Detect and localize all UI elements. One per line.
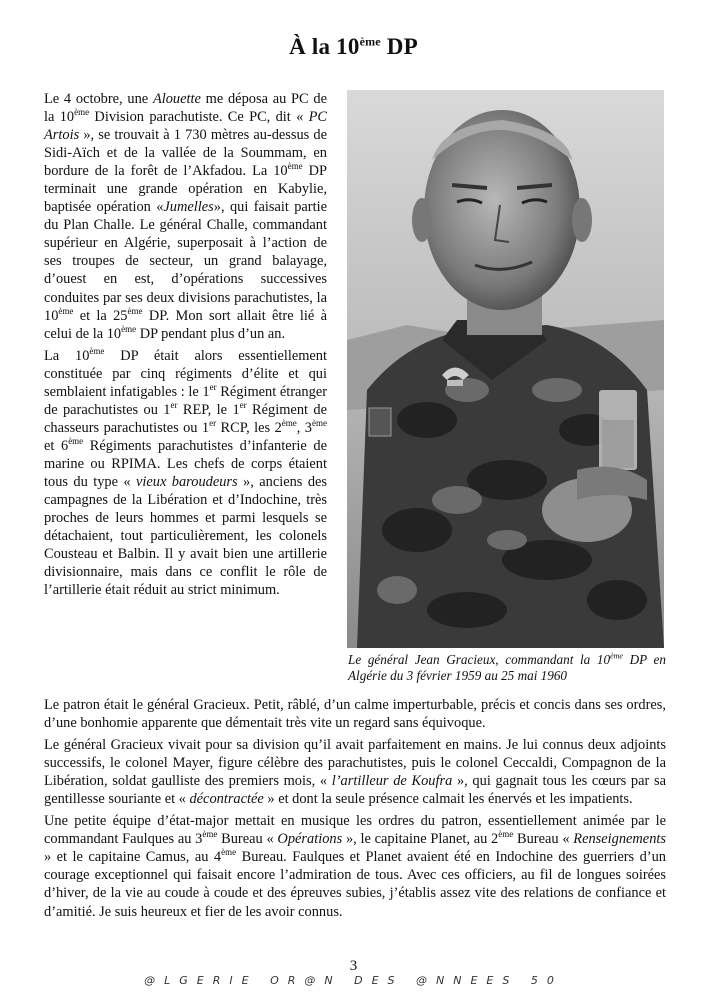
text-run: » et le capitaine Camus, au 4 — [44, 849, 222, 866]
italic-text: Jumelles — [163, 199, 214, 216]
photo-caption — [348, 652, 666, 684]
text-run: Le patron était le général Gracieux. Petit, râblé, d’un calme imperturbable, précis et concis dans ses ordres, d’une bonhomie apparente que démentait très vite un regard sans équivoque. — [44, 697, 666, 732]
text-run: , 3 — [296, 419, 312, 436]
superscript: ème — [202, 829, 218, 840]
superscript: ème — [281, 418, 297, 429]
text-run: me déposa au PC de la 10 — [44, 91, 327, 126]
italic-text: PC Artois — [44, 109, 328, 144]
italic-text: décontractée — [189, 791, 264, 808]
text-run: La 10 — [44, 347, 90, 364]
text-run: DP était alors essentiellement constituée par cinq régiments d’élite et qui semblaient infatigables : le 1 — [44, 347, 327, 400]
text-run: et 6 — [44, 437, 69, 454]
text-run: Bureau « — [513, 831, 574, 848]
text-run: Le 4 octobre, une — [44, 91, 153, 107]
superscript: ème — [221, 847, 237, 858]
italic-text: Renseignements — [573, 831, 666, 848]
superscript: ème — [610, 651, 623, 661]
text-run: DP terminait une grande opération en Kabylie, baptisée opération « — [44, 163, 327, 216]
text-run: Le général Jean Gracieux, commandant la 10 — [348, 652, 611, 667]
full-width-text — [44, 696, 666, 925]
superscript: ème — [68, 436, 84, 447]
text-run: », qui gagnait tous les cœurs par sa gentillesse souriante et « — [44, 773, 666, 808]
text-run: », le capitaine Planet, au 2 — [342, 831, 499, 848]
paragraph — [44, 736, 666, 808]
text-run: Régiment étranger de parachutistes ou 1 — [44, 383, 327, 418]
superscript: ème — [312, 418, 327, 429]
photo-general-gracieux — [347, 90, 664, 648]
italic-text: vieux baroudeurs — [136, 473, 238, 490]
text-run: Division parachutiste. Ce PC, dit « — [89, 109, 309, 126]
superscript: ème — [74, 107, 90, 118]
paragraph — [44, 90, 327, 343]
superscript: er — [209, 381, 217, 392]
paragraph — [44, 696, 666, 732]
text-run: Bureau. Faulques et Planet avaient été en Indochine des guerriers d’un courage exceptionnel qui faisait encore l’admiration de tous. Avec ces officiers, au fil de longues soirées d’hiver, de la vie au coude à coude et des épreuves subies, j’établis assez vite des relations de confiance et d’amitié. Je suis heureux et fier de les avoir connus. — [44, 849, 666, 920]
text-run: DP pendant plus d’un an. — [136, 325, 286, 342]
text-run: », qui faisait partie du Plan Challe. Le général Challe, commandant supérieur en Algérie, superposait à l’action de ses troupes de secteur, un grand balayage, d’ouest en est, d’opérations successives conduites par ses deux divisions parachutistes, la 10 — [44, 199, 327, 324]
text-run: », anciens des campagnes de la Libération et d’Indochine, très proches de leurs hommes et parmi lesquels se détachaient, tout particulièrement, les colonels Cousteau et Balbin. Il y avait bien une artillerie divisionnaire, mais dans ce conflit le rôle de l’artillerie était réduit au strict minimum. — [44, 473, 327, 599]
text-run: et la 25 — [73, 307, 128, 324]
italic-text: l’artilleur de Koufra — [331, 773, 453, 790]
page-title: À la 10ème DP — [289, 34, 418, 59]
superscript: er — [170, 400, 178, 410]
superscript: ème — [58, 305, 74, 316]
text-run: Bureau « — [217, 831, 278, 848]
text-run: » et dont la seule présence calmait les énervés et les impatients. — [263, 791, 633, 808]
text-run: Régiments parachutistes d’infanterie de marine ou RPIMA. Les chefs de corps étaient tous du type « — [44, 437, 327, 490]
text-run: DP. Mon sort allait être lié à celui de la 10 — [44, 307, 327, 342]
text-run: REP, le 1 — [177, 401, 240, 418]
superscript: ème — [89, 345, 105, 356]
superscript: ème — [287, 161, 303, 172]
superscript: ème — [121, 323, 137, 334]
superscript: ème — [127, 305, 143, 316]
left-column-text — [44, 90, 327, 603]
footer-text: @LGERIE OR@N DES @NNEES 50 — [144, 974, 563, 987]
superscript: ème — [498, 829, 514, 840]
text-run: DP en Algérie du 3 février 1959 au 25 mai 1960 — [348, 652, 666, 683]
italic-text: Alouette — [152, 91, 201, 107]
page-number: 3 — [349, 958, 358, 974]
text-run: Le général Gracieux vivait pour sa division qu’il avait parfaitement en mains. Je lui connus deux adjoints successifs, le colonel Mayer, figure célèbre des parachutistes, puis le colonel Ceccaldi, Compagnon de la Libération, soldat gaulliste des premiers mois, « — [44, 737, 666, 790]
text-run: », se trouvait à 1 730 mètres au-dessus de Sidi-Aïch et de la vallée de la Soummam, en bordure de la forêt de l’Akfadou. La 10 — [44, 127, 327, 180]
superscript: er — [209, 418, 217, 429]
italic-text: Opérations — [277, 831, 343, 848]
text-run: Régiment de chasseurs parachutistes ou 1 — [44, 401, 327, 436]
paragraph — [44, 347, 327, 600]
text-run: RCP, les 2 — [216, 419, 282, 436]
paragraph — [44, 812, 666, 920]
superscript: er — [239, 400, 247, 410]
text-run: Une petite équipe d’état-major mettait en musique les ordres du patron, essentiellement animée par le commandant Faulques au 3 — [44, 813, 666, 848]
